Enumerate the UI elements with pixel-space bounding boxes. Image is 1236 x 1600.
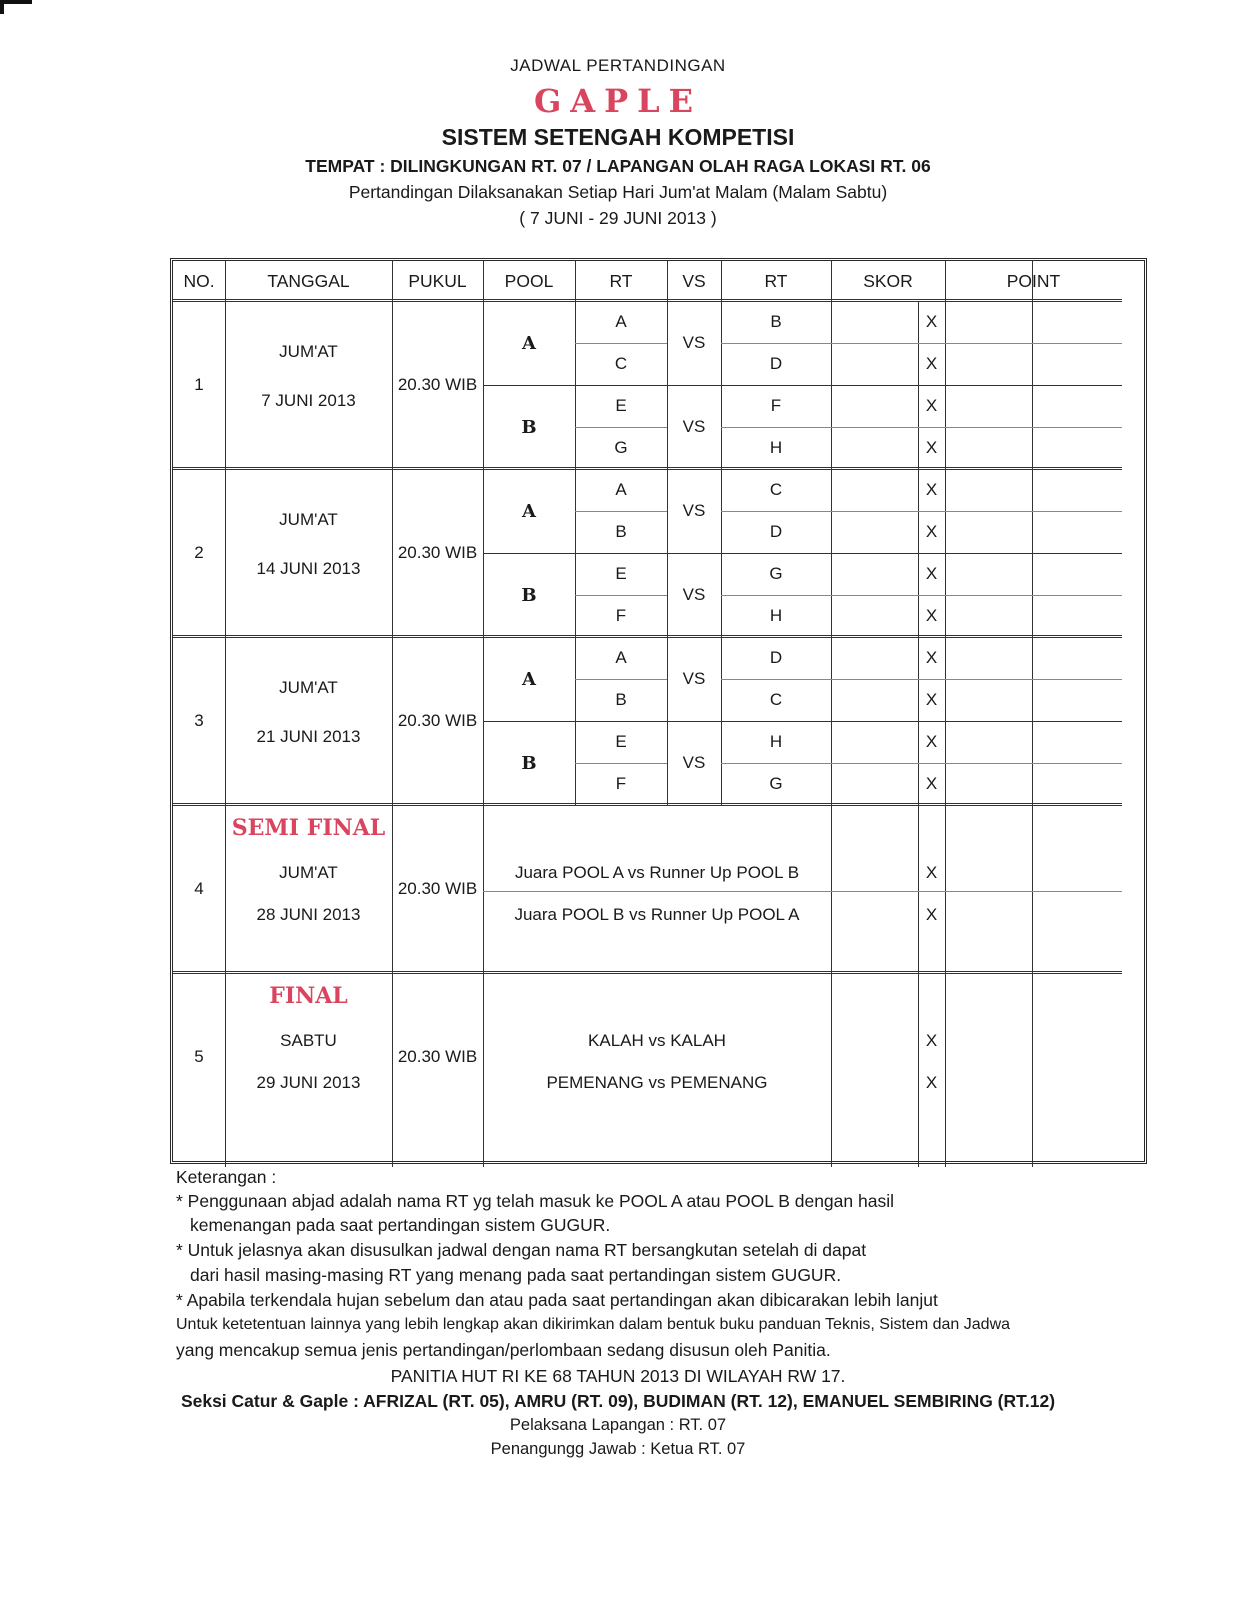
executor-line: Pelaksana Lapangan : RT. 07 xyxy=(509,1416,727,1434)
score-separator: X xyxy=(925,732,938,751)
column-header: TANGGAL xyxy=(267,270,350,291)
round-date: 7 JUNI 2013 xyxy=(261,391,356,410)
round-day: JUM'AT xyxy=(279,342,338,361)
score-separator: X xyxy=(925,690,938,709)
place-line: TEMPAT : DILINGKUNGAN RT. 07 / LAPANGAN OLAH RAGA LOKASI RT. 06 xyxy=(305,156,931,176)
column-header: POINT xyxy=(1006,270,1061,291)
pool-label: B xyxy=(521,752,537,774)
column-header: POOL xyxy=(504,270,554,291)
row-divider xyxy=(831,511,1122,512)
team-right: G xyxy=(769,564,783,583)
pool-label: A xyxy=(522,668,536,690)
row-divider xyxy=(721,763,831,764)
row-divider xyxy=(575,427,667,428)
team-right: H xyxy=(769,606,783,625)
notes-title: Keterangan : xyxy=(176,1167,277,1187)
committee-line: PANITIA HUT RI KE 68 TAHUN 2013 DI WILAYAH RW 17. xyxy=(390,1366,846,1386)
round-number: 2 xyxy=(194,543,204,562)
team-left: F xyxy=(615,774,627,793)
score-separator: X xyxy=(925,905,938,924)
round-day: JUM'AT xyxy=(279,678,338,697)
note-line: kemenangan pada saat pertandingan sistem GUGUR. xyxy=(190,1215,611,1235)
team-left: A xyxy=(615,312,627,331)
score-separator: X xyxy=(925,1031,938,1050)
round-number: 4 xyxy=(194,879,204,898)
pool-label: B xyxy=(521,416,537,438)
column-header: VS xyxy=(682,270,706,291)
vs-label: VS xyxy=(682,417,706,436)
pool-label: A xyxy=(522,332,536,354)
round-date: 21 JUNI 2013 xyxy=(256,727,361,746)
column-header: PUKUL xyxy=(408,270,467,291)
round-day: SABTU xyxy=(280,1031,337,1050)
row-divider xyxy=(575,763,667,764)
row-divider xyxy=(173,803,1122,806)
row-divider xyxy=(575,679,667,680)
team-left: E xyxy=(615,564,627,583)
final-label: FINAL xyxy=(269,983,348,1009)
round-time: 20.30 WIB xyxy=(397,375,478,394)
round-number: 3 xyxy=(194,711,204,730)
row-divider xyxy=(483,891,1122,892)
round-time: 20.30 WIB xyxy=(397,711,478,730)
round-number: 5 xyxy=(194,1047,204,1066)
column-header: RT xyxy=(764,270,788,291)
round-time: 20.30 WIB xyxy=(397,543,478,562)
team-right: D xyxy=(769,648,783,667)
row-divider xyxy=(831,763,1122,764)
column-header: SKOR xyxy=(863,270,913,291)
pool-label: A xyxy=(522,500,536,522)
score-separator: X xyxy=(925,312,938,331)
round-day: JUM'AT xyxy=(279,863,338,882)
vs-label: VS xyxy=(682,669,706,688)
row-divider xyxy=(721,595,831,596)
system-heading: SISTEM SETENGAH KOMPETISI xyxy=(441,124,795,150)
row-divider xyxy=(575,343,667,344)
team-left: E xyxy=(615,732,627,751)
scan-corner-mark xyxy=(0,0,32,14)
row-divider xyxy=(721,343,831,344)
team-right: H xyxy=(769,438,783,457)
vs-label: VS xyxy=(682,501,706,520)
vs-label: VS xyxy=(682,585,706,604)
team-left: G xyxy=(614,438,628,457)
row-divider xyxy=(831,679,1122,680)
round-date: 28 JUNI 2013 xyxy=(256,905,361,924)
row-divider xyxy=(721,679,831,680)
round-number: 1 xyxy=(194,375,204,394)
team-right: B xyxy=(770,312,782,331)
responsible-line: Penangungg Jawab : Ketua RT. 07 xyxy=(490,1440,746,1458)
score-separator: X xyxy=(925,774,938,793)
row-divider xyxy=(831,343,1122,344)
vs-label: VS xyxy=(682,753,706,772)
document-title: GAPLE xyxy=(533,82,703,120)
row-divider xyxy=(721,511,831,512)
team-left: E xyxy=(615,396,627,415)
column-header: NO. xyxy=(183,270,215,291)
score-separator: X xyxy=(925,522,938,541)
note-line: dari hasil masing-masing RT yang menang pada saat pertandingan sistem GUGUR. xyxy=(190,1265,842,1285)
score-separator: X xyxy=(925,396,938,415)
vs-label: VS xyxy=(682,333,706,352)
score-separator: X xyxy=(925,354,938,373)
team-left: B xyxy=(615,690,627,709)
match-line: Juara POOL A vs Runner Up POOL B xyxy=(514,863,800,882)
score-separator: X xyxy=(925,606,938,625)
row-divider xyxy=(831,595,1122,596)
team-right: G xyxy=(769,774,783,793)
team-left: F xyxy=(615,606,627,625)
team-left: A xyxy=(615,480,627,499)
note-line: * Apabila terkendala hujan sebelum dan atau pada saat pertandingan akan dibicarakan lebih lanjut xyxy=(176,1290,938,1310)
team-right: F xyxy=(770,396,782,415)
section-line: Seksi Catur & Gaple : AFRIZAL (RT. 05), AMRU (RT. 09), BUDIMAN (RT. 12), EMANUEL SEMBIRING (RT.12) xyxy=(180,1391,1056,1411)
round-time: 20.30 WIB xyxy=(397,879,478,898)
round-day: JUM'AT xyxy=(279,510,338,529)
time-line: Pertandingan Dilaksanakan Setiap Hari Jum'at Malam (Malam Sabtu) xyxy=(348,182,888,202)
document-subtitle: JADWAL PERTANDINGAN xyxy=(510,56,726,75)
team-left: C xyxy=(614,354,628,373)
cell-divider xyxy=(945,261,946,1167)
row-divider xyxy=(575,511,667,512)
team-left: A xyxy=(615,648,627,667)
row-divider xyxy=(831,427,1122,428)
match-line: PEMENANG vs PEMENANG xyxy=(546,1073,768,1092)
team-right: C xyxy=(769,480,783,499)
row-divider xyxy=(173,971,1122,974)
cell-divider xyxy=(831,261,832,1167)
score-separator: X xyxy=(925,438,938,457)
row-divider xyxy=(721,427,831,428)
team-right: H xyxy=(769,732,783,751)
semi-label: SEMI FINAL xyxy=(231,815,386,841)
team-right: D xyxy=(769,522,783,541)
schedule-table xyxy=(170,258,1147,1164)
pool-label: B xyxy=(521,584,537,606)
score-separator: X xyxy=(925,863,938,882)
note-line: * Untuk jelasnya akan disusulkan jadwal dengan nama RT bersangkutan setelah di dapat xyxy=(176,1240,867,1260)
score-separator: X xyxy=(925,480,938,499)
team-left: B xyxy=(615,522,627,541)
match-line: KALAH vs KALAH xyxy=(588,1031,726,1050)
note-line: * Penggunaan abjad adalah nama RT yg telah masuk ke POOL A atau POOL B dengan hasil xyxy=(176,1191,894,1211)
row-divider xyxy=(575,595,667,596)
column-header: RT xyxy=(609,270,633,291)
score-separator: X xyxy=(925,1073,938,1092)
round-date: 29 JUNI 2013 xyxy=(256,1073,361,1092)
score-separator: X xyxy=(925,564,938,583)
cell-divider xyxy=(1032,261,1033,1167)
note-extra: Untuk ketetentuan lainnya yang lebih lengkap akan dikirimkan dalam bentuk buku panduan Teknis, Sistem dan Jadwa xyxy=(176,1316,1011,1333)
score-separator: X xyxy=(925,648,938,667)
round-time: 20.30 WIB xyxy=(397,1047,478,1066)
team-right: C xyxy=(769,690,783,709)
note-extra: yang mencakup semua jenis pertandingan/perlombaan sedang disusun oleh Panitia. xyxy=(176,1340,831,1360)
match-line: Juara POOL B vs Runner Up POOL A xyxy=(514,905,800,924)
team-right: D xyxy=(769,354,783,373)
period-line: ( 7 JUNI - 29 JUNI 2013 ) xyxy=(519,208,717,228)
round-date: 14 JUNI 2013 xyxy=(256,559,361,578)
